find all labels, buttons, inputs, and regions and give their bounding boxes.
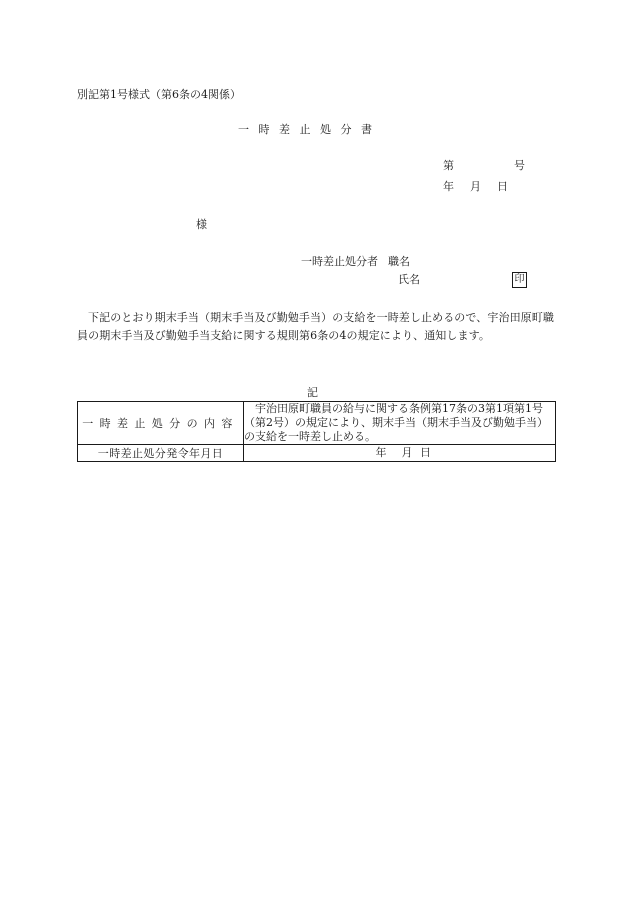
row2-year: 年	[375, 446, 387, 459]
row2-label: 一時差止処分発令年月日	[97, 447, 224, 460]
number-suffix: 号	[514, 159, 525, 172]
table-label-cell	[78, 402, 244, 445]
row1-label: 一時差止処分の内容	[82, 417, 239, 430]
sender-position-label: 職名	[388, 255, 410, 268]
sender-label: 一時差止処分者	[301, 255, 378, 268]
row1-value: 宇治田原町職員の給与に関する条例第17条の3第1項第1号（第2号）の規定により、期末手当（期末手当及び勤勉手当）の支給を一時差し止める。	[244, 402, 556, 445]
row2-month: 月	[401, 446, 413, 459]
document-date	[443, 180, 508, 194]
body-paragraph: 下記のとおり期末手当（期末手当及び勤勉手当）の支給を一時差し止めるので、宇治田原町職員の期末手当及び勤勉手当支給に関する規則第6条の4の規定により、通知します。	[77, 311, 554, 342]
details-table	[77, 401, 556, 462]
date-day: 日	[497, 180, 508, 193]
sender-name-label: 氏名	[398, 273, 420, 286]
form-reference: 別記第1号様式（第6条の4関係）	[77, 88, 241, 101]
document-title: 一時差止処分書	[238, 123, 382, 136]
seal-mark: 印	[512, 272, 527, 288]
document-number	[443, 159, 525, 173]
ki-heading: 記	[307, 386, 318, 399]
row2-day: 日	[420, 446, 431, 459]
sender-line	[301, 255, 410, 269]
number-prefix: 第	[443, 159, 454, 172]
addressee: 様	[196, 218, 207, 231]
date-month: 月	[470, 180, 481, 193]
date-year: 年	[443, 180, 454, 193]
row2-date-cell	[244, 445, 556, 462]
table-row	[78, 402, 556, 445]
table-row	[78, 445, 556, 462]
table-label-cell	[78, 445, 244, 462]
